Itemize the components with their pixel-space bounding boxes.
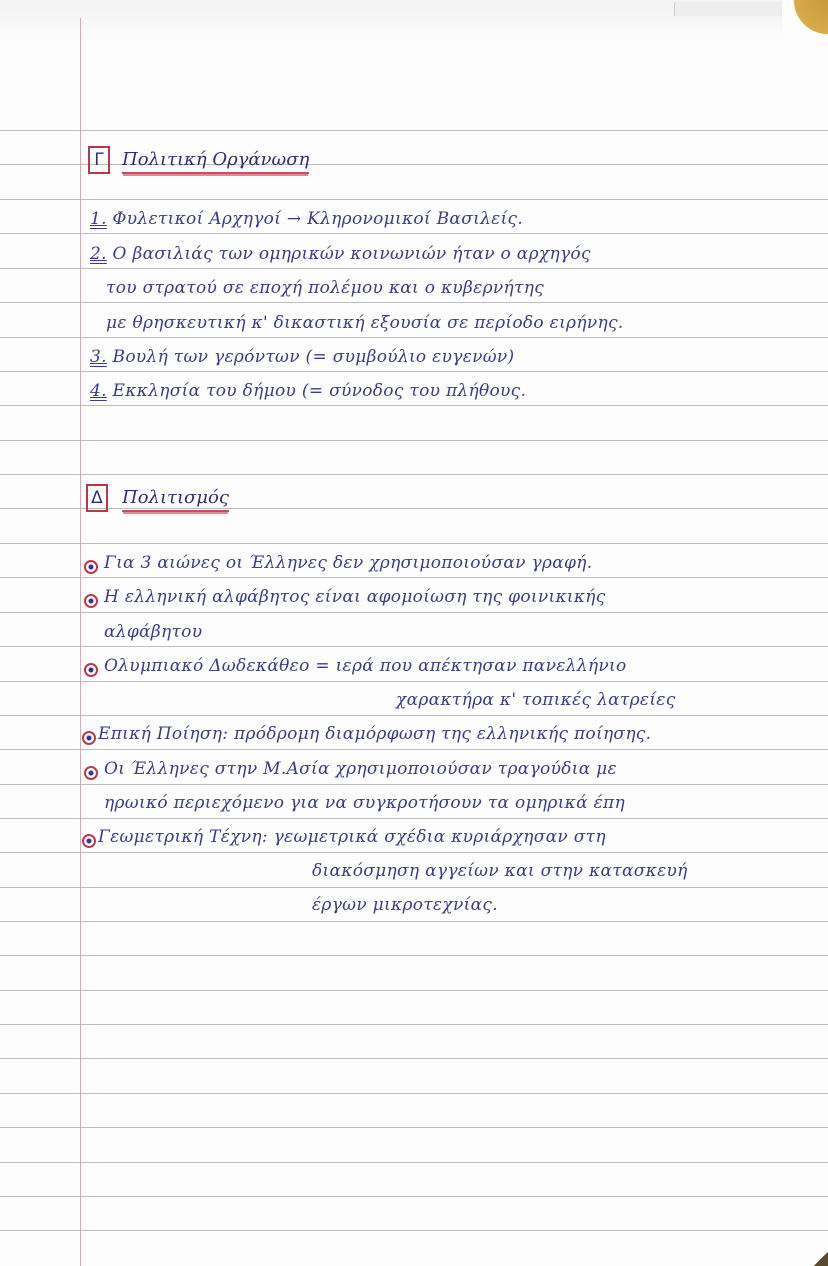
ruled-line xyxy=(0,749,828,750)
bullet-item-continued: αλφάβητου xyxy=(104,622,203,642)
ruled-line xyxy=(0,543,828,544)
ruled-line xyxy=(0,405,828,406)
bullet-item: Για 3 αιώνες οι Έλληνες δεν χρησιμοποιούσαν γραφή. xyxy=(104,553,593,573)
ruled-line xyxy=(0,1196,828,1197)
ruled-line xyxy=(0,130,828,131)
ruled-line xyxy=(0,1024,828,1025)
section-title: Πολιτισμός xyxy=(122,487,229,512)
bullet-item-continued: διακόσμηση αγγείων και στην κατασκευή xyxy=(312,861,688,881)
bullet-item: Η ελληνική αλφάβητος είναι αφομοίωση της φοινικικής xyxy=(104,587,606,607)
ruled-line xyxy=(0,199,828,200)
ruled-line xyxy=(0,337,828,338)
item-text: Φυλετικοί Αρχηγοί → Κληρονομικοί Βασιλείς. xyxy=(112,209,524,229)
ruled-line xyxy=(0,715,828,716)
bullet-icon xyxy=(82,834,96,848)
bullet-icon xyxy=(84,560,98,574)
item-text-continued: με θρησκευτική κ' δικαστική εξουσία σε περίοδο ειρήνης. xyxy=(106,313,624,333)
paper-tab-strip xyxy=(674,2,785,16)
ruled-line xyxy=(0,371,828,372)
bullet-icon xyxy=(84,766,98,780)
ruled-line xyxy=(0,1127,828,1128)
bullet-item: Γεωμετρική Τέχνη: γεωμετρικά σχέδια κυριάρχησαν στη xyxy=(98,827,606,847)
margin-line xyxy=(80,18,81,1266)
ruled-line xyxy=(0,852,828,853)
item-text: Ο βασιλιάς των ομηρικών κοινωνιών ήταν ο αρχηγός xyxy=(112,244,591,264)
ruled-line xyxy=(0,1230,828,1231)
ruled-line xyxy=(0,474,828,475)
bullet-icon xyxy=(84,663,98,677)
ruled-line xyxy=(0,784,828,785)
ruled-line xyxy=(0,921,828,922)
ruled-line xyxy=(0,887,828,888)
ruled-line xyxy=(0,233,828,234)
ruled-line xyxy=(0,577,828,578)
item-number: 1. xyxy=(90,209,107,229)
item-number: 2. xyxy=(90,244,107,264)
list-item xyxy=(90,347,514,367)
ruled-line xyxy=(0,955,828,956)
ruled-line xyxy=(0,1162,828,1163)
bullet-item-continued: έργων μικροτεχνίας. xyxy=(312,895,498,915)
ruled-line xyxy=(0,681,828,682)
section-title: Πολιτική Οργάνωση xyxy=(122,149,309,174)
ruled-line xyxy=(0,990,828,991)
ruled-line xyxy=(0,1093,828,1094)
bullet-icon xyxy=(82,731,96,745)
bullet-item: Οι Έλληνες στην Μ.Ασία χρησιμοποιούσαν τραγούδια με xyxy=(104,759,617,779)
section-letter-box: Γ xyxy=(88,146,110,174)
ruled-line xyxy=(0,818,828,819)
list-item xyxy=(90,209,523,229)
ruled-line xyxy=(0,440,828,441)
ruled-line xyxy=(0,1058,828,1059)
table-corner-bottom xyxy=(814,1252,828,1266)
ruled-line xyxy=(0,302,828,303)
bullet-item: Ολυμπιακό Δωδεκάθεο = ιερά που απέκτησαν πανελλήνιο xyxy=(104,656,627,676)
item-text: Βουλή των γερόντων (= συμβούλιο ευγενών) xyxy=(112,347,515,367)
ruled-line xyxy=(0,612,828,613)
bullet-icon xyxy=(84,594,98,608)
item-text-continued: του στρατού σε εποχή πολέμου και ο κυβερνήτης xyxy=(106,278,545,298)
bullet-item: Επική Ποίηση: πρόδρομη διαμόρφωση της ελληνικής ποίησης. xyxy=(98,724,652,744)
list-item xyxy=(90,244,591,264)
item-number: 3. xyxy=(90,347,107,367)
bullet-item-continued: χαρακτήρα κ' τοπικές λατρείες xyxy=(396,690,676,710)
item-number: 4. xyxy=(90,381,107,401)
ruled-line xyxy=(0,268,828,269)
ruled-line xyxy=(0,646,828,647)
list-item xyxy=(90,381,526,401)
section-letter-box: Δ xyxy=(86,484,108,512)
wood-table-corner xyxy=(782,0,828,40)
bullet-item-continued: ηρωικό περιεχόμενο για να συγκροτήσουν τα ομηρικά έπη xyxy=(104,793,625,813)
item-text: Εκκλησία του δήμου (= σύνοδος του πλήθους. xyxy=(112,381,527,401)
